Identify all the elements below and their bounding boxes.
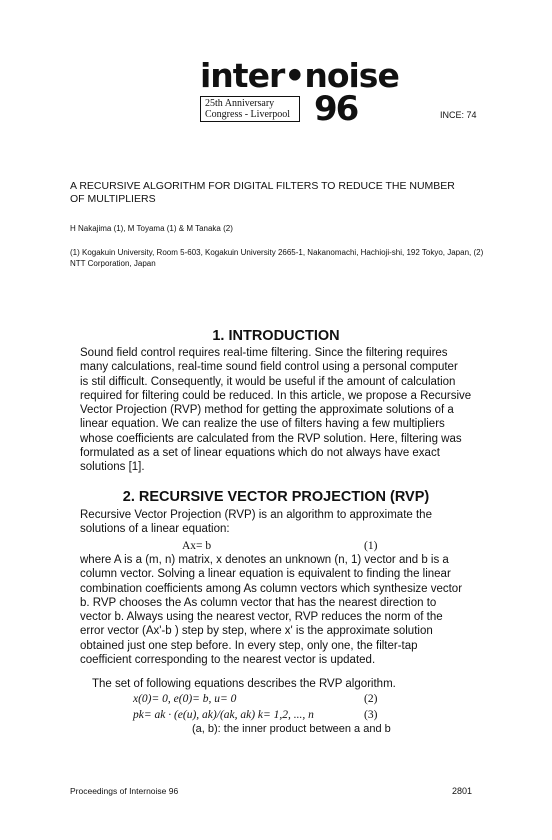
paragraph-line: solutions of a linear equation: xyxy=(80,523,230,536)
page-number: 2801 xyxy=(452,786,473,796)
paragraph-line: many calculations, real-time sound field control using a personal computer xyxy=(80,361,458,374)
paragraph-line: Recursive Vector Projection (RVP) is an algorithm to approximate the xyxy=(80,509,432,521)
logo-anniversary-box xyxy=(200,96,300,122)
section-2-heading: 2. RECURSIVE VECTOR PROJECTION (RVP) xyxy=(122,489,430,505)
equation-1-number: (1) xyxy=(364,540,378,552)
paper-title: A RECURSIVE ALGORITHM FOR DIGITAL FILTERS TO REDUCE THE NUMBER OF MULTIPLIERS xyxy=(70,180,455,205)
logo-box-line-1: 25th Anniversary xyxy=(205,98,275,109)
paragraph-line: column vector. Solving a linear equation is equivalent to finding the linear xyxy=(80,568,451,581)
logo-wordmark: inter•noise xyxy=(200,56,399,95)
equation-3: pk= ak · (e(u), ak)/(ak, ak) k= 1,2, ..., n xyxy=(133,709,314,721)
footer-proceedings: Proceedings of Internoise 96 xyxy=(70,786,179,796)
section-2-body xyxy=(80,553,477,667)
paper-authors: H Nakajima (1), M Toyama (1) & M Tanaka (2) xyxy=(70,224,233,233)
paragraph-line: solutions [1]. xyxy=(80,461,145,474)
equation-2: x(0)= 0, e(0)= b, u= 0 xyxy=(133,693,237,705)
paragraph-line: formulated as a set of linear equations which do not always have exact xyxy=(80,447,440,460)
author-affiliations: (1) Kogakuin University, Room 5-603, Kogakuin University 2665-1, Nakanomachi, Hachioji-shi, 192 Tokyo, Japan, (2) NTT Corporation, Japan xyxy=(70,248,484,268)
paragraph-line: b. RVP chooses the As column vector that has the nearest direction to xyxy=(80,596,437,609)
section-1-heading: 1. INTRODUCTION xyxy=(212,328,340,344)
paragraph-line: combination coefficients among As column vectors which synthesize vector xyxy=(80,582,463,595)
conference-paper-id: INCE: 74 xyxy=(440,110,477,120)
paragraph-line: Vector Projection (RVP) method for getting the approximate solutions of a xyxy=(80,404,454,417)
equation-1: Ax= b xyxy=(182,540,212,552)
paragraph-line: whose coefficients are calculated from the RVP solution. Here, filtering was xyxy=(80,432,462,445)
equation-3-number: (3) xyxy=(364,709,378,721)
section-1-body xyxy=(80,346,477,475)
algorithm-intro-line: The set of following equations describes the RVP algorithm. xyxy=(92,678,396,690)
paragraph-line: Sound field control requires real-time filtering. Since the filtering requires xyxy=(80,347,448,359)
paragraph-line: vector b. Always using the nearest vector, RVP reduces the norm of the xyxy=(80,611,443,624)
inner-product-note: (a, b): the inner product between a and b xyxy=(192,723,391,735)
paragraph-line: is stil difficult. Consequently, it would be useful if the amount of calculation xyxy=(80,375,456,388)
logo-year: 96 xyxy=(314,89,358,129)
logo-box-line-2: Congress - Liverpool xyxy=(205,109,290,120)
paragraph-line: required for filtering could be reduced. In this article, we propose a Recursive xyxy=(80,389,472,402)
paragraph-line: where A is a (m, n) matrix, x denotes an unknown (n, 1) vector and b is a xyxy=(80,554,449,566)
paragraph-line: coefficient corresponding to the nearest vector is updated. xyxy=(80,654,376,667)
logo-subrow xyxy=(200,89,360,129)
section-2-intro xyxy=(80,508,477,537)
paragraph-line: obtained just one step before. In every step, only one, the filter-tap xyxy=(80,639,418,652)
conference-logo xyxy=(200,56,399,129)
paragraph-line: error vector (Ax'-b ) step by step, where x' is the approximate solution xyxy=(80,625,433,638)
paragraph-line: linear equation. We can realize the use of filters having a few multipliers xyxy=(80,418,445,431)
equation-2-number: (2) xyxy=(364,693,378,705)
